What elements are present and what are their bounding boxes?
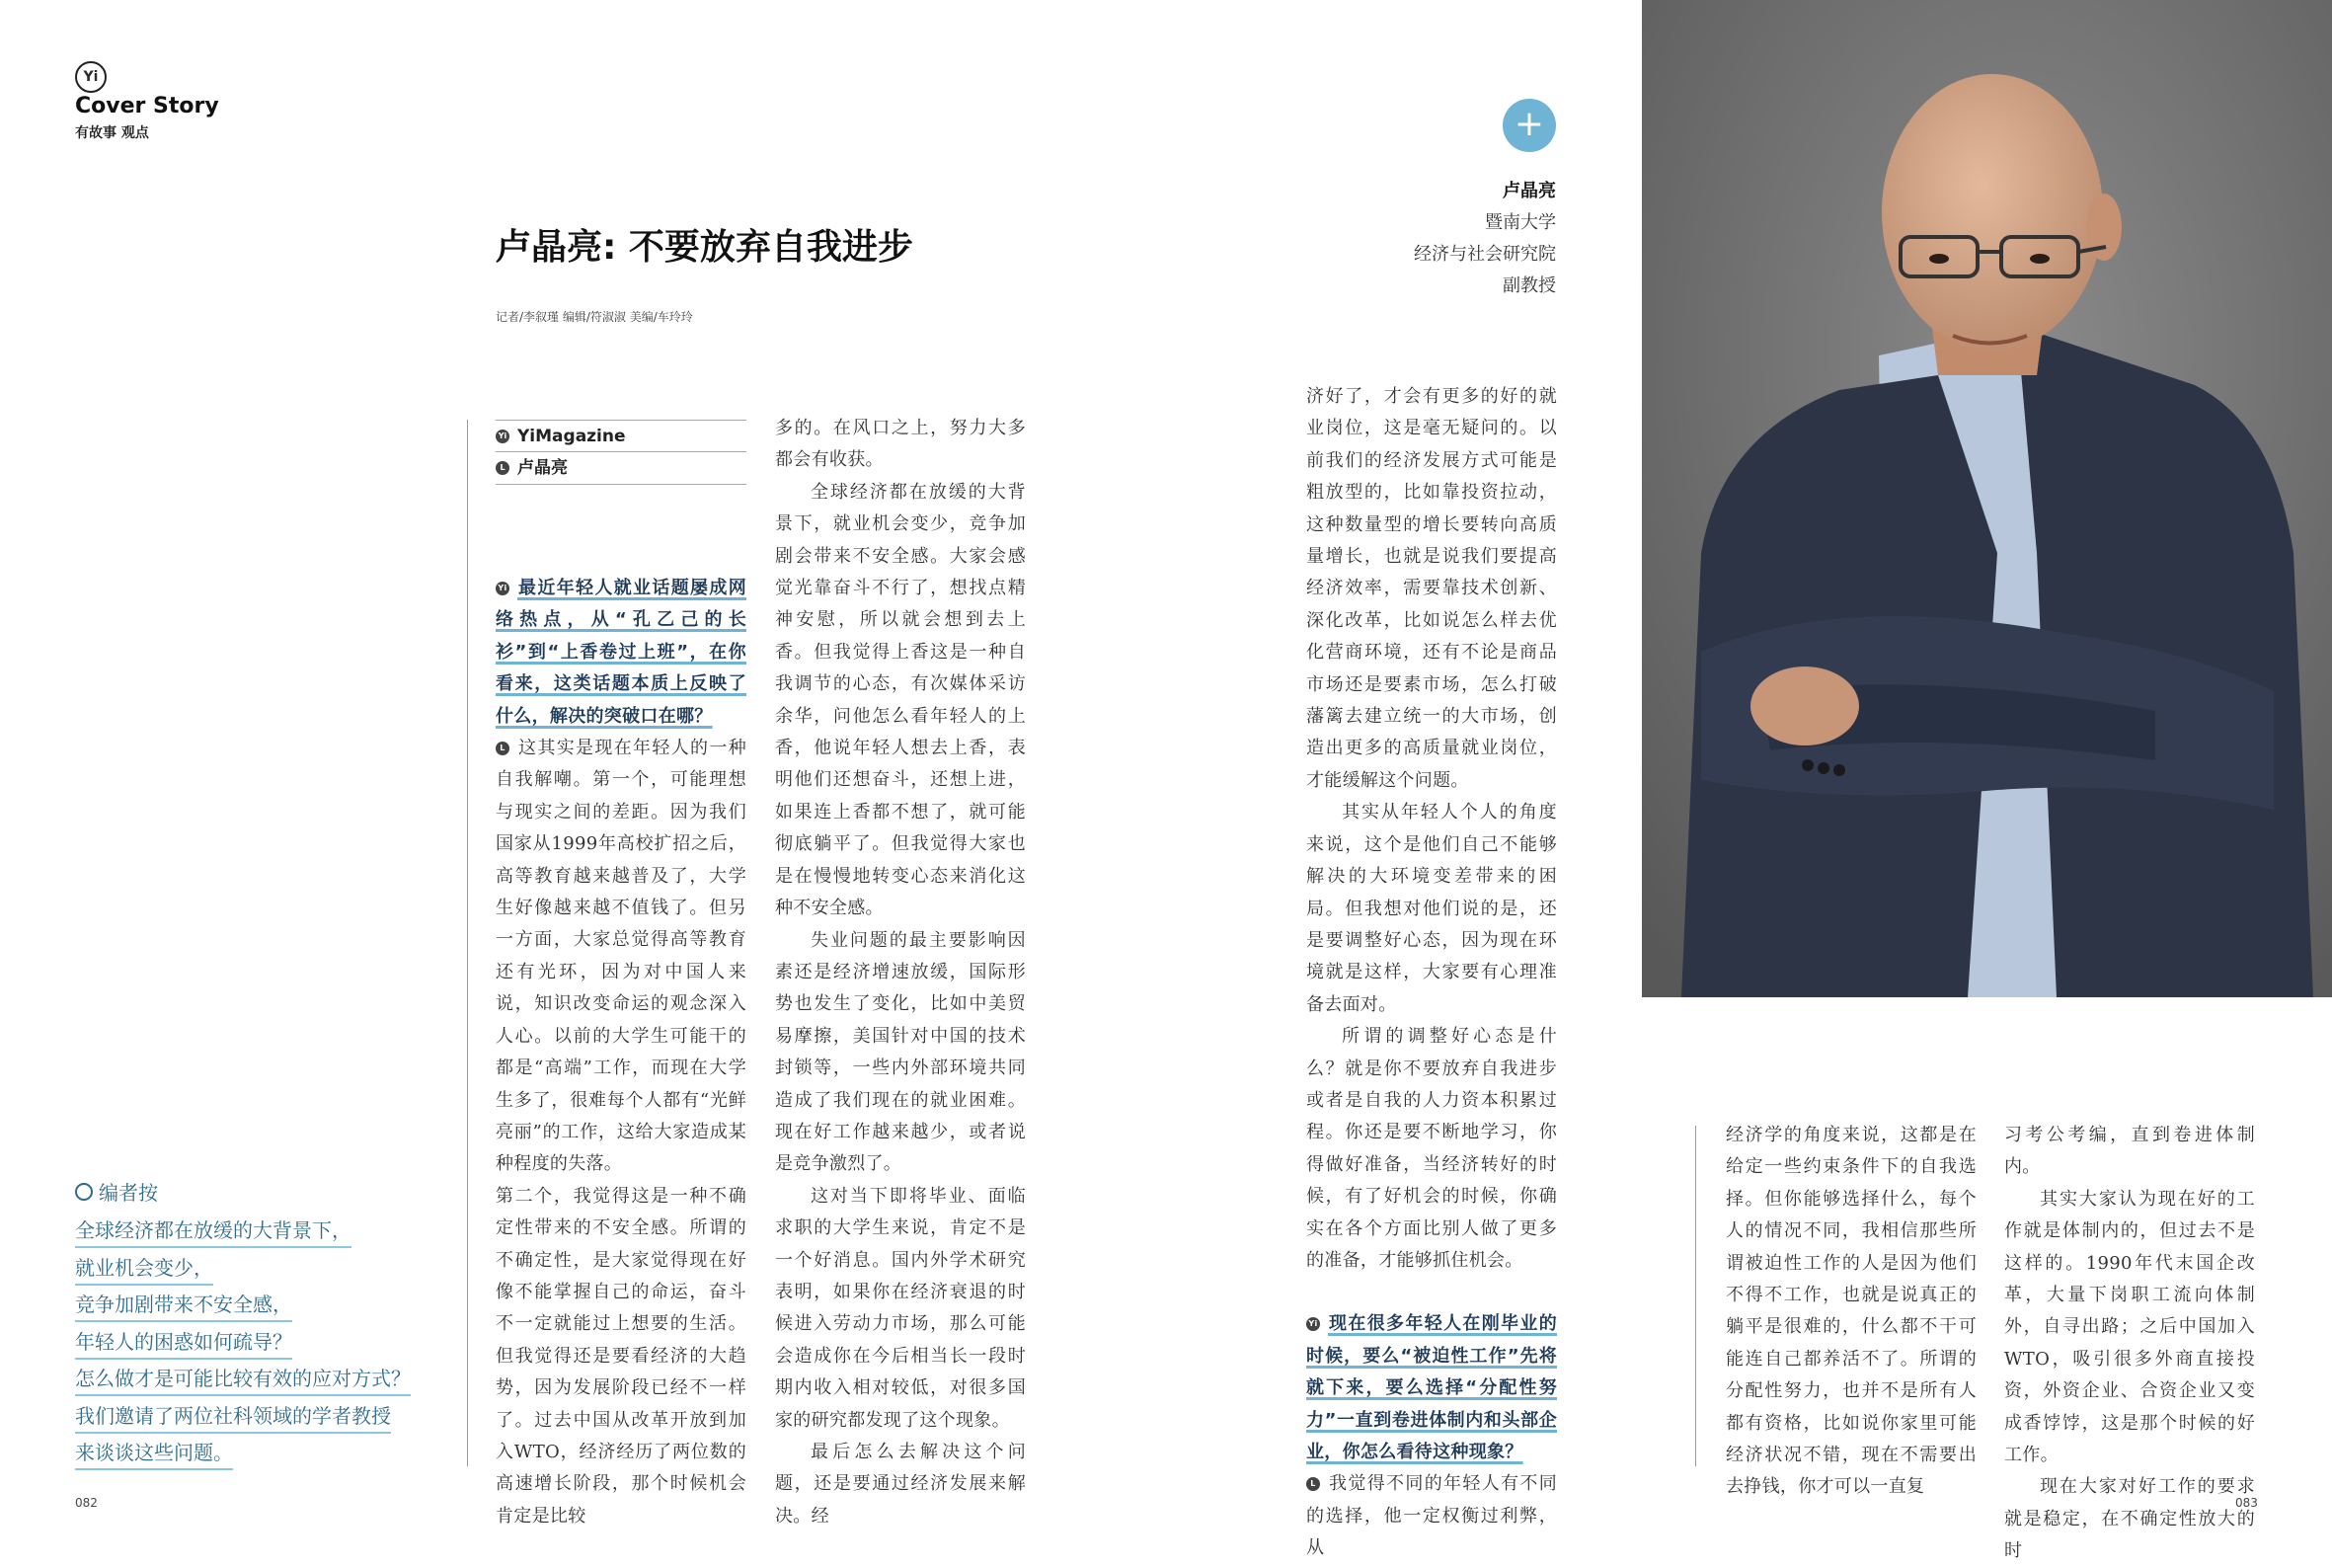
question-1: 最近年轻人就业话题屡成网络热点，从“孔乙己的长衫”到“上香卷过上班”，在你看来，这类话题本质上反映了什么，解决的突破口在哪？ — [496, 578, 746, 727]
question-2: 现在很多年轻人在刚毕业的时候，要么“被迫性工作”先将就下来，要么选择“分配性努力”一直到卷进体制内和头部企业，你怎么看待这种现象？ — [1306, 1313, 1557, 1462]
l-badge-icon: L — [496, 461, 509, 475]
paragraph: 习考公考编，直到卷进体制内。 — [2004, 1125, 2255, 1178]
tag-magazine — [496, 420, 746, 452]
page-number-right: 083 — [2235, 1496, 2258, 1510]
person-title: 副教授 — [1503, 275, 1556, 296]
circle-icon — [75, 1183, 93, 1201]
paragraph: 多的。在风口之上，努力大多都会有收获。 — [775, 418, 1026, 471]
editor-note-line: 年轻人的困惑如何疏导？ — [75, 1326, 292, 1360]
article-title: 卢晶亮: 不要放弃自我进步 — [496, 227, 913, 268]
paragraph: 其实大家认为现在好的工作就是体制内的，但过去不是这样的。1990年代末国企改革，大量下岗职工流向体制外，自寻出路；之后中国加入WTO，吸引很多外商直接投资，外资企业、合资企业又变成香饽饽，这是那个时候的好工作。 — [2004, 1188, 2255, 1466]
paragraph: 现在大家对好工作的要求就是稳定，在不确定性放大的时 — [2004, 1476, 2255, 1562]
magazine-logo: Yi — [75, 61, 107, 93]
yi-badge-icon: Yi — [496, 430, 509, 443]
person-dept: 经济与社会研究院 — [1414, 244, 1556, 265]
editor-note-line: 怎么做才是可能比较有效的应对方式？ — [75, 1363, 411, 1396]
person-info — [1414, 176, 1556, 302]
l-badge-icon: L — [1306, 1477, 1320, 1491]
tag-magazine-label: YiMagazine — [517, 427, 626, 446]
answer-2: 我觉得不同的年轻人有不同的选择，他一定权衡过利弊，从 — [1306, 1473, 1557, 1559]
paragraph: 第二个，我觉得这是一种不确定性带来的不安全感。所谓的不确定性，是大家觉得现在好像不能掌握自己的命运，奋斗不一定就能过上想要的生活。但我觉得还是要看经济的大趋势，因为发展阶段已经不一样了。过去中国从改革开放到加入WTO，经济经历了两位数的高速增长阶段，那个时候机会肯定是比较 — [496, 1185, 746, 1527]
editor-note-line: 全球经济都在放缓的大背景下， — [75, 1215, 351, 1248]
subsection-label: 有故事 观点 — [75, 125, 149, 141]
paragraph: 其实从年轻人个人的角度来说，这个是他们自己不能够解决的大环境变差带来的困局。但我想对他们说的是，还是要调整好心态，因为现在环境就是这样，大家要有心理准备去面对。 — [1306, 802, 1557, 1015]
tag-person — [496, 451, 746, 485]
page-number-left: 082 — [75, 1496, 98, 1510]
paragraph: 最后怎么去解决这个问题，还是要通过经济发展来解决。经 — [775, 1442, 1026, 1527]
editor-note-line: 竞争加剧带来不安全感， — [75, 1289, 292, 1322]
column-rule — [467, 420, 468, 1466]
person-name: 卢晶亮 — [1503, 181, 1556, 201]
person-org: 暨南大学 — [1485, 212, 1556, 233]
paragraph: 这对当下即将毕业、面临求职的大学生来说，肯定不是一个好消息。国内外学术研究表明，如果你在经济衰退的时候进入劳动力市场，那么可能会造成你在今后相当长一段时期内收入相对较低，对很多国家的研究都发现了这个现象。 — [775, 1185, 1026, 1431]
article-credits: 记者/李叙瑾 编辑/符淑淑 美编/车玲玲 — [496, 310, 693, 324]
plus-button[interactable]: + — [1503, 99, 1556, 152]
answer-1: 这其实是现在年轻人的一种自我解嘲。第一个，可能理想与现实之间的差距。因为我们国家从1999年高校扩招之后，高等教育越来越普及了，大学生好像越来越不值钱了。但另一方面，大家总觉得高等教育还有光环，因为对中国人来说，知识改变命运的观念深入人心。以前的大学生可能干的都是“高端”工作，而现在大学生多了，很难每个人都有“光鲜亮丽”的工作，这给大家造成某种程度的失落。 — [496, 738, 746, 1175]
l-badge-icon: L — [496, 742, 509, 755]
column-rule — [1695, 1126, 1696, 1466]
paragraph: 所谓的调整好心态是什么？就是你不要放弃自我进步或者是自我的人力资本积累过程。你还是要不断地学习，你得做好准备，当经济转好的时候，有了好机会的时候，你确实在各个方面比别人做了更多的准备，才能够抓住机会。 — [1306, 1026, 1557, 1271]
body-column-2 — [775, 413, 1026, 1532]
editor-note-title: 编者按 — [75, 1177, 158, 1206]
body-column-5 — [2004, 1120, 2255, 1568]
editor-note-line: 来谈谈这些问题。 — [75, 1437, 233, 1470]
editor-note-line: 我们邀请了两位社科领域的学者教授 — [75, 1400, 391, 1434]
body-column-3 — [1306, 381, 1557, 1565]
section-label: Cover Story — [75, 94, 219, 118]
paragraph: 全球经济都在放缓的大背景下，就业机会变少，竞争加剧会带来不安全感。大家会感觉光靠奋斗不行了，想找点精神安慰，所以就会想到去上香。但我觉得上香这是一种自我调节的心态，有次媒体采访余华，问他怎么看年轻人的上香，他说年轻人想去上香，表明他们还想奋斗，还想上进，如果连上香都不想了，就可能彻底躺平了。但我觉得大家也是在慢慢地转变心态来消化这种不安全感。 — [775, 481, 1026, 919]
paragraph: 失业问题的最主要影响因素还是经济增速放缓，国际形势也发生了变化，比如中美贸易摩擦，美国针对中国的技术封锁等，一些内外部环境共同造成了我们现在的就业困难。现在好工作越来越少，或者说是竞争激烈了。 — [775, 929, 1026, 1175]
body-column-1 — [496, 573, 746, 1532]
paragraph: 经济学的角度来说，这都是在给定一些约束条件下的自我选择。但你能够选择什么，每个人的情况不同，我相信那些所谓被迫性工作的人是因为他们不得不工作，也就是说真正的躺平是很难的，什么都不干可能连自己都养活不了。所谓的分配性努力，也并不是所有人都有资格，比如说你家里可能经济状况不错，现在不需要出去挣钱，你才可以一直复 — [1726, 1125, 1977, 1498]
paragraph: 济好了，才会有更多的好的就业岗位，这是毫无疑问的。以前我们的经济发展方式可能是粗放型的，比如靠投资拉动，这种数量型的增长要转向高质量增长，也就是说我们要提高经济效率，需要靠技术创新、深化改革，比如说怎么样去优化营商环境，还有不论是商品市场还是要素市场，怎么打破藩篱去建立统一的大市场，创造出更多的高质量就业岗位，才能缓解这个问题。 — [1306, 386, 1557, 791]
editor-note-line: 就业机会变少， — [75, 1252, 213, 1286]
yi-badge-icon: Yi — [496, 582, 509, 595]
body-column-4 — [1726, 1120, 1977, 1504]
tag-person-label: 卢晶亮 — [517, 458, 568, 478]
yi-badge-icon: Yi — [1306, 1317, 1320, 1331]
portrait-photo — [1642, 0, 2332, 997]
